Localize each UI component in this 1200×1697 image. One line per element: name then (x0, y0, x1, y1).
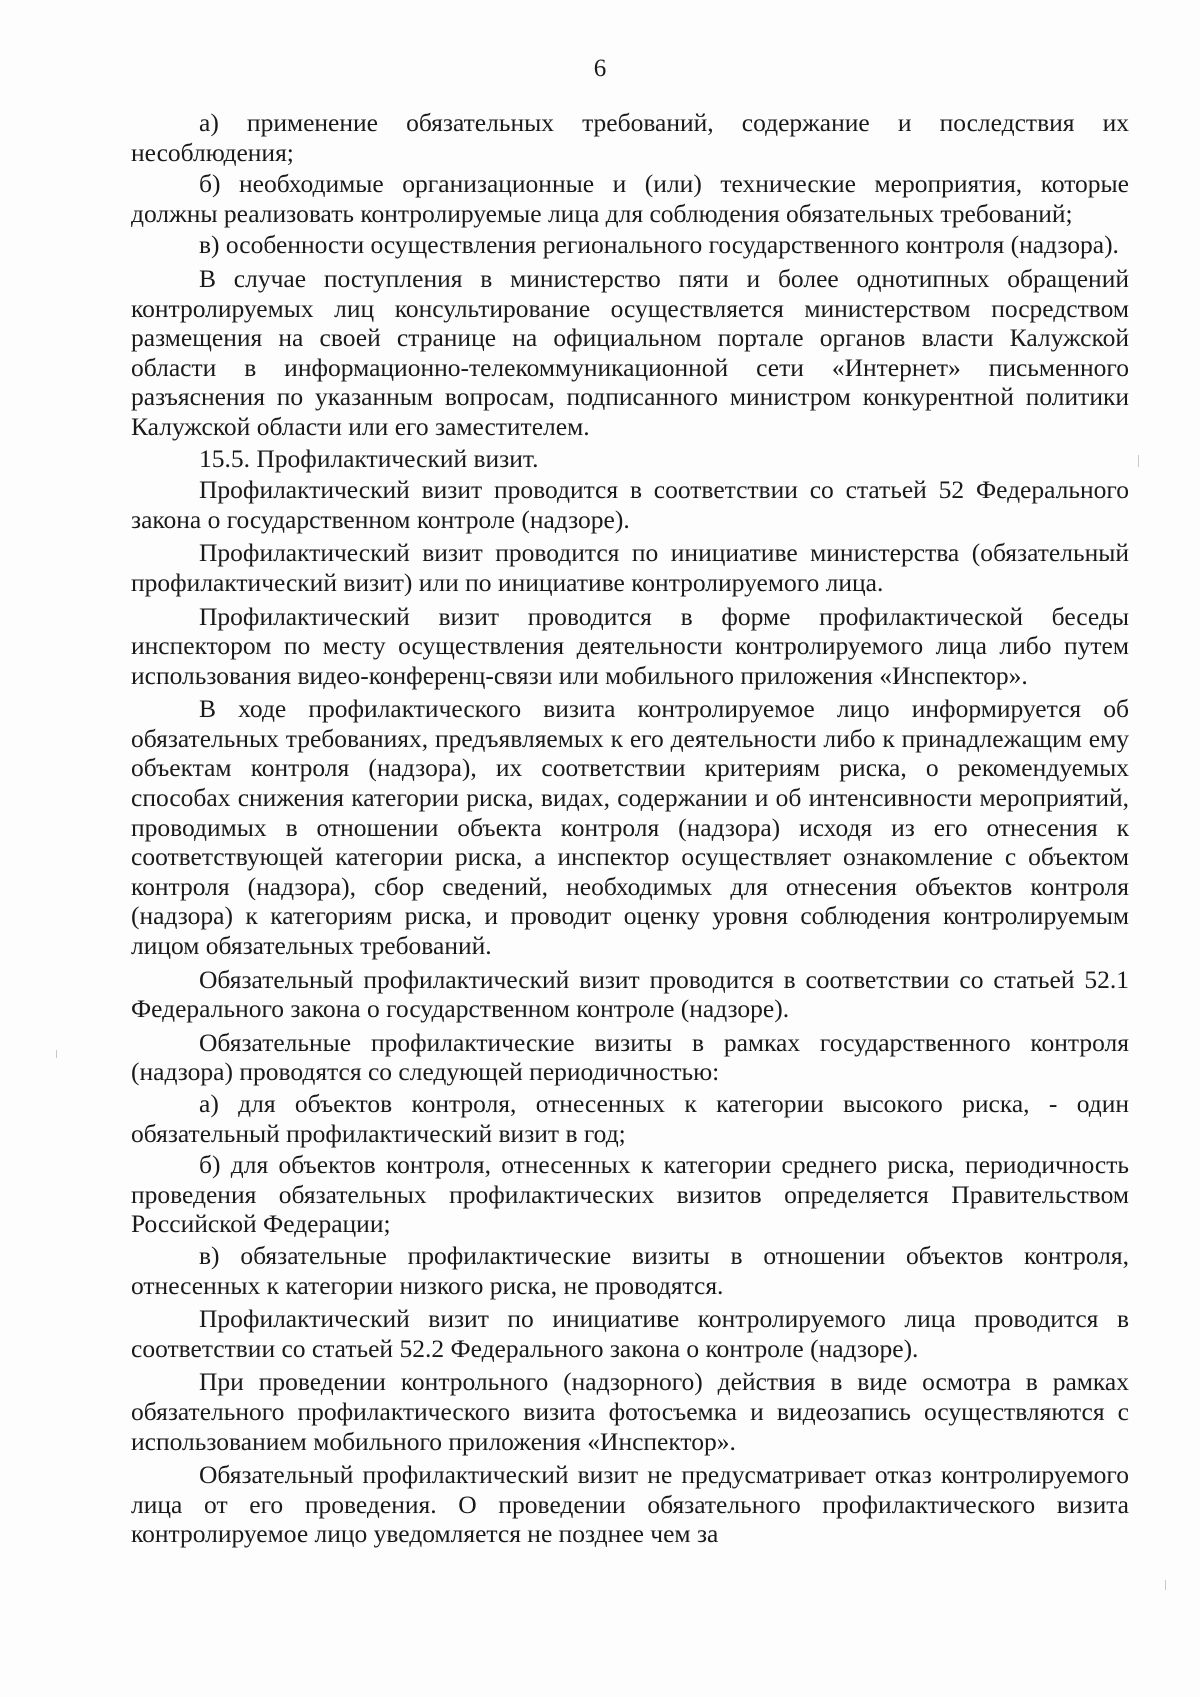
paragraph: Профилактический визит по инициативе контролируемого лица проводится в соответствии со статьей 52.2 Федерального закона о контроле (надзоре). (131, 1304, 1129, 1363)
paragraph: Обязательный профилактический визит проводится в соответствии со статьей 52.1 Федерального закона о государственном контроле (надзоре). (131, 964, 1129, 1024)
list-item: а) для объектов контроля, отнесенных к категории высокого риска, - один обязательный профилактический визит в год; (131, 1089, 1129, 1148)
scan-artifact-line (1165, 1580, 1166, 1590)
paragraph: В ходе профилактического визита контролируемое лицо информируется об обязательных требованиях, предъявляемых к его деятельности либо к принадлежащим ему объектам контроля (надзора), их соответствии критериям риска, о рекомендуемых способах снижения категории риска, видах, содержании и об интенсивности мероприятий, проводимых в отношении объекта контроля (надзора) исходя из его отнесения к соответствующей категории риска, а инспектор осуществляет ознакомление с объектом контроля (надзора), сбор сведений, необходимых для отнесения объектов контроля (надзора) к категориям риска, и проводит оценку уровня соблюдения контролируемым лицом обязательных требований. (131, 694, 1129, 961)
section-heading: 15.5. Профилактический визит. (199, 443, 539, 473)
scan-artifact-line (1138, 455, 1139, 467)
document-body (131, 108, 1129, 1549)
page-number: 6 (593, 55, 607, 82)
paragraph: в) особенности осуществления регионального государственного контроля (надзора). (199, 230, 1119, 260)
paragraph: При проведении контрольного (надзорного) действия в виде осмотра в рамках обязательного профилактического визита фотосъемка и видеозапись осуществляются с использованием мобильного приложения «Инспектор». (131, 1367, 1129, 1456)
paragraph: Профилактический визит проводится в форме профилактической беседы инспектором по месту осуществления деятельности контролируемого лица либо путем использования видео-конференц-связи или мобильного приложения «Инспектор». (131, 601, 1129, 690)
list-item: в) обязательные профилактические визиты в отношении объектов контроля, отнесенных к категории низкого риска, не проводятся. (131, 1240, 1129, 1300)
paragraph: а) применение обязательных требований, содержание и последствия их несоблюдения; (131, 108, 1129, 167)
paragraph: Обязательные профилактические визиты в рамках государственного контроля (надзора) проводятся со следующей периодичностью: (131, 1027, 1129, 1087)
paragraph: Профилактический визит проводится по инициативе министерства (обязательный профилактический визит) или по инициативе контролируемого лица. (131, 538, 1129, 597)
paragraph: б) необходимые организационные и (или) технические мероприятия, которые должны реализовать контролируемые лица для соблюдения обязательных требований; (131, 169, 1129, 228)
scan-artifact-line (56, 1050, 57, 1058)
paragraph: Профилактический визит проводится в соответствии со статьей 52 Федерального закона о государственном контроле (надзоре). (131, 475, 1129, 534)
paragraph: В случае поступления в министерство пяти и более однотипных обращений контролируемых лиц консультирование осуществляется министерством посредством размещения на своей странице на официальном портале органов власти Калужской области в информационно-телекоммуникационной сети «Интернет» письменного разъяснения по указанным вопросам, подписанного министром конкурентной политики Калужской области или его заместителем. (131, 263, 1129, 441)
list-item: б) для объектов контроля, отнесенных к категории среднего риска, периодичность проведения обязательных профилактических визитов определяется Правительством Российской Федерации; (131, 1150, 1129, 1239)
paragraph: Обязательный профилактический визит не предусматривает отказ контролируемого лица от его проведения. О проведении обязательного профилактического визита контролируемое лицо уведомляется не позднее чем за (131, 1460, 1129, 1549)
